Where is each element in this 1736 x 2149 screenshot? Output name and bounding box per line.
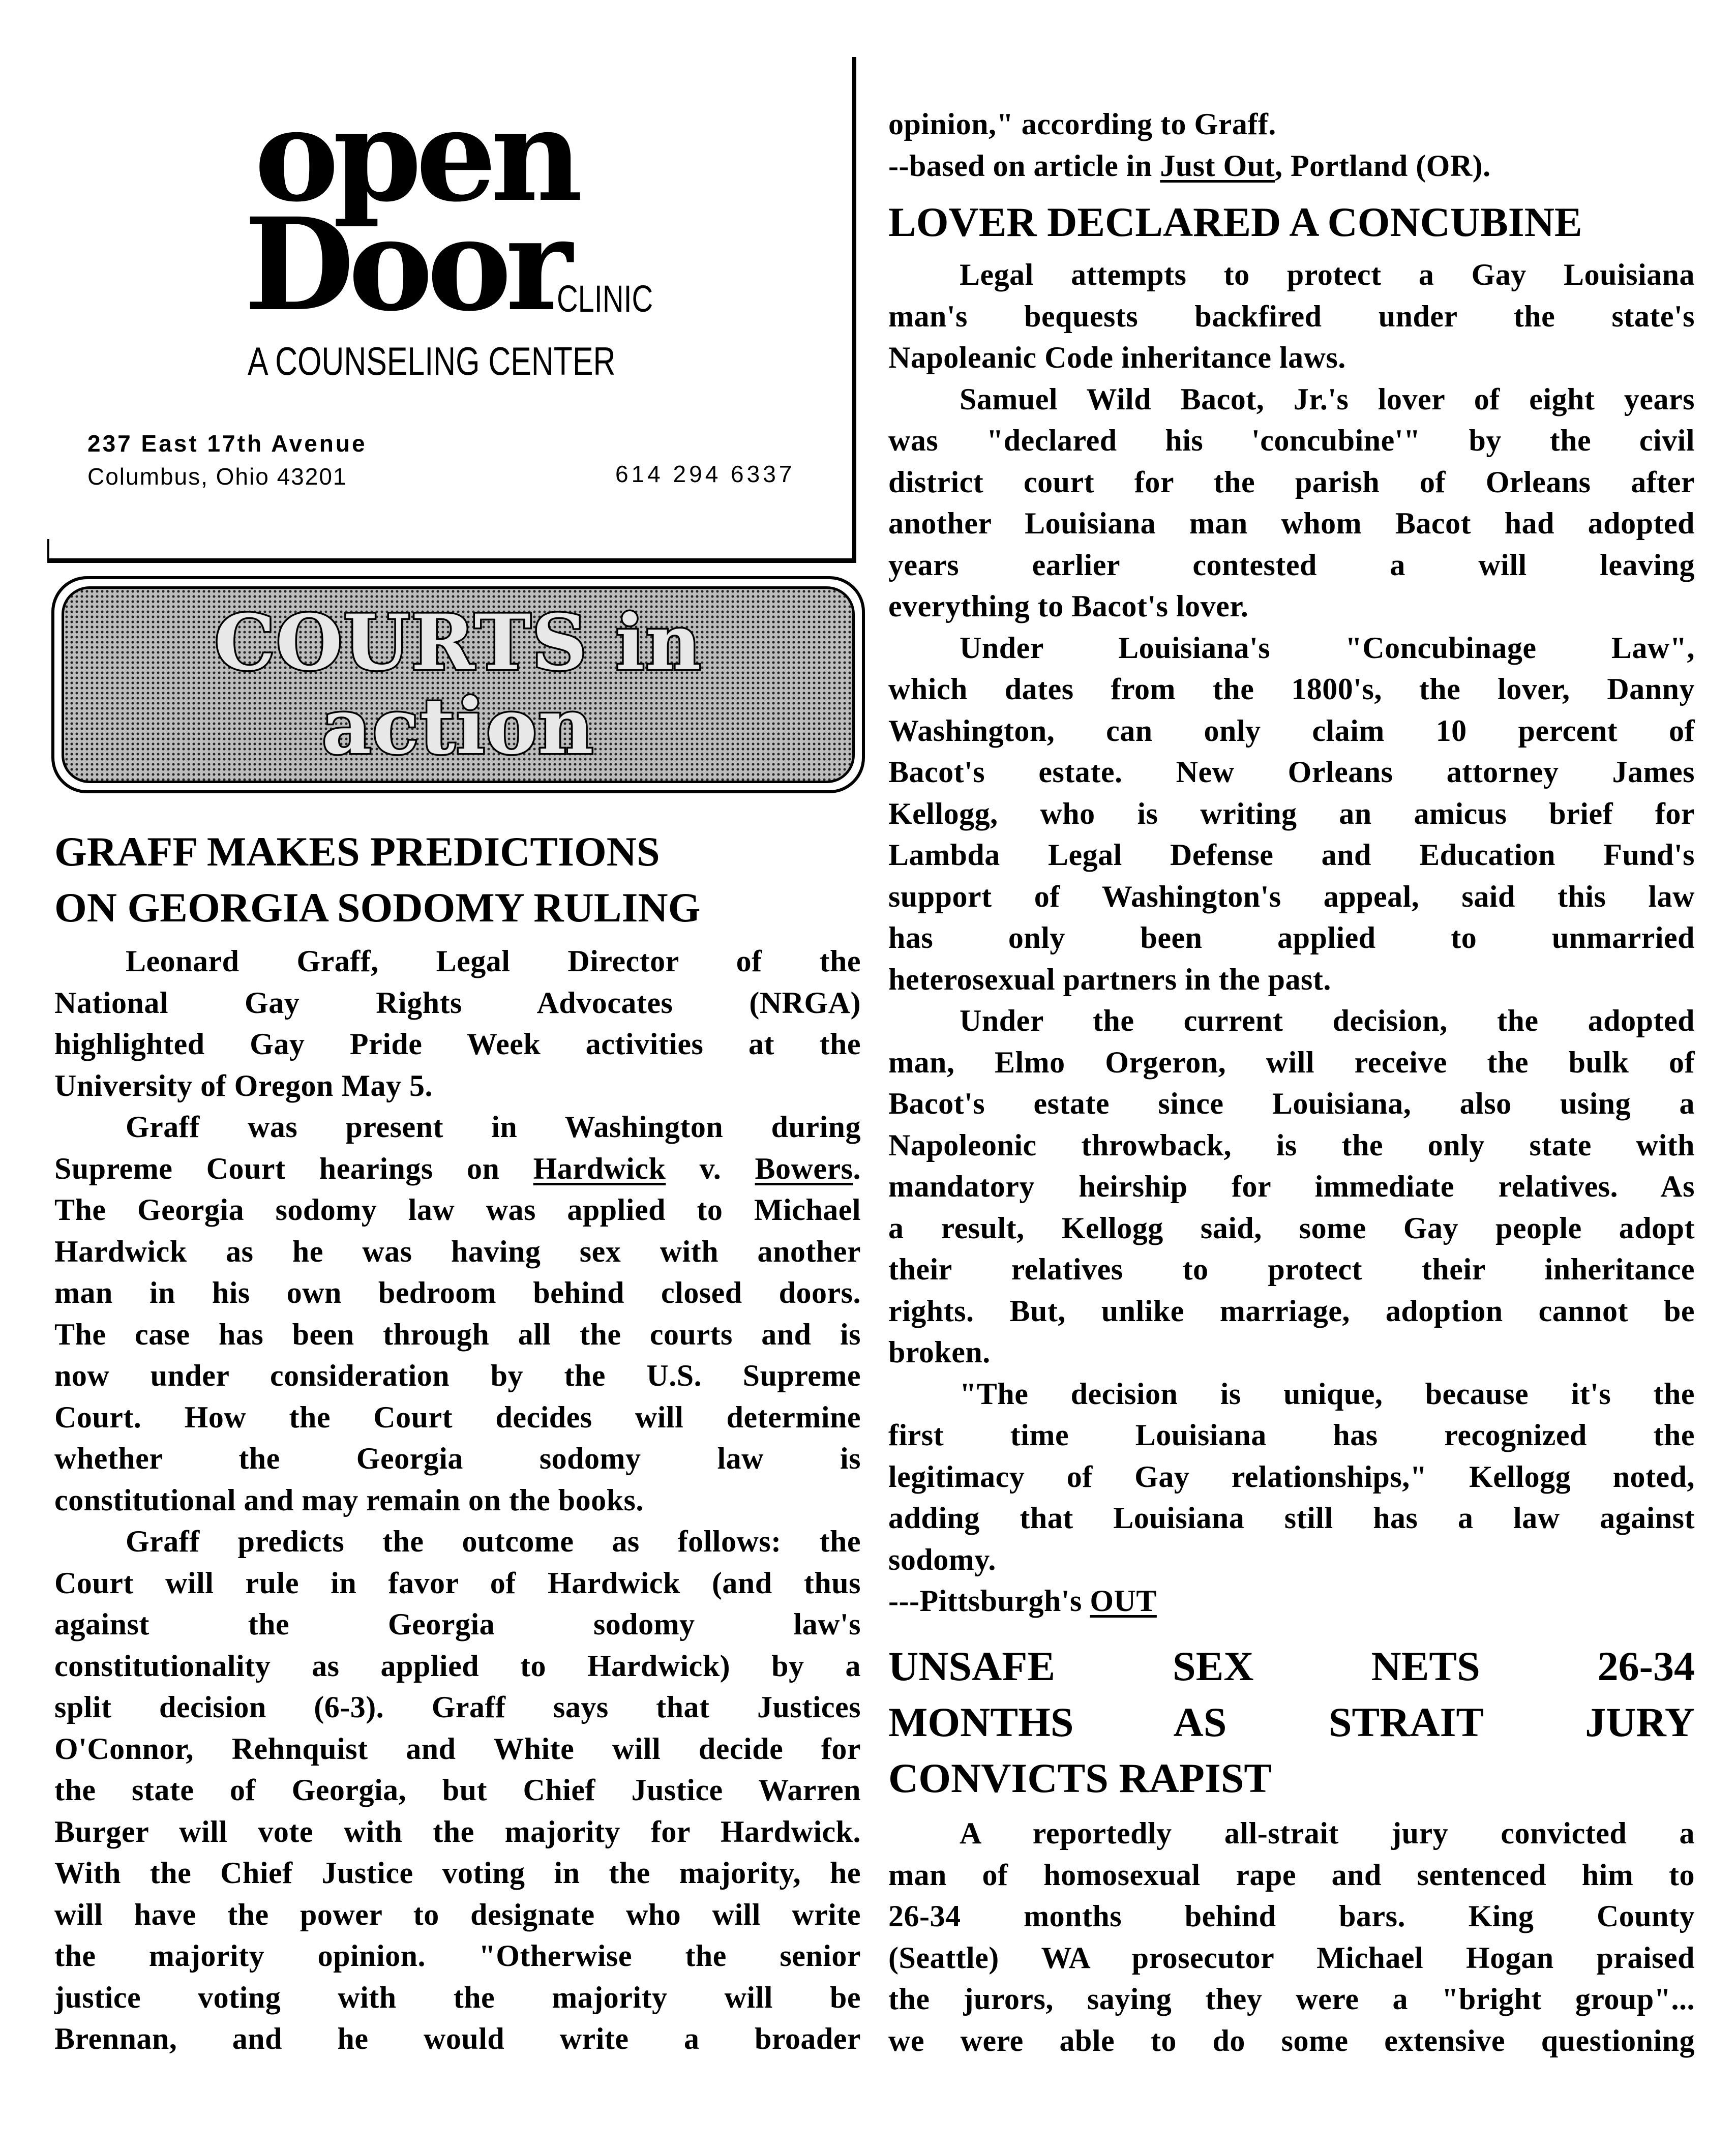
body-text-line: Lambda Legal Defense and Education Fund's (888, 838, 1695, 872)
body-text-line: (Seattle) WA prosecutor Michael Hogan praised (888, 1941, 1695, 1975)
body-text-line: legitimacy of Gay relationships," Kellogg noted, (888, 1459, 1695, 1494)
body-text-line: National Gay Rights Advocates (NRGA) (54, 986, 861, 1020)
body-text-line: man, Elmo Orgeron, will receive the bulk of (888, 1045, 1695, 1079)
body-text-line: now under consideration by the U.S. Supreme (54, 1359, 861, 1392)
body-text-line: Bacot's estate since Louisiana, also using a (888, 1087, 1695, 1120)
body-text-line: years earlier contested a will leaving (888, 548, 1695, 582)
banner-halftone-panel (62, 586, 855, 783)
body-text-line: Samuel Wild Bacot, Jr.'s lover of eight years (960, 382, 1695, 416)
body-text-line: man of homosexual rape and sentenced him to (888, 1858, 1695, 1892)
body-text-line: against the Georgia sodomy law's (54, 1607, 861, 1641)
body-text-line: Bacot's estate. New Orleans attorney James (888, 755, 1695, 789)
body-text-line: Napoleonic throwback, is the only state with (888, 1128, 1695, 1162)
body-text-line: O'Connor, Rehnquist and White will decide for (54, 1732, 861, 1766)
body-text-line: A reportedly all-strait jury convicted a (960, 1816, 1695, 1850)
body-text-line: another Louisiana man whom Bacot had adopted (888, 506, 1695, 540)
body-text-line: support of Washington's appeal, said this law (888, 879, 1695, 913)
body-text-line: Kellogg, who is writing an amicus brief for (888, 796, 1695, 830)
ad-border-bottom (47, 558, 856, 563)
body-text-line: Under Louisiana's "Concubinage Law", (960, 631, 1695, 665)
ad-logo-clinic: CLINIC (557, 278, 653, 320)
ad-phone: 614 294 6337 (615, 461, 795, 487)
body-text-line: heterosexual partners in the past. (888, 962, 1331, 996)
body-text-line: highlighted Gay Pride Week activities at the (54, 1027, 861, 1061)
ad-logo-door: Door (244, 190, 567, 339)
body-text-line: we were able to do some extensive questioning (888, 2023, 1695, 2057)
body-text-line: man in his own bedroom behind closed doors. (54, 1276, 861, 1309)
banner-title-line2: action (322, 681, 594, 771)
body-text-line: Court. How the Court decides will determine (54, 1400, 861, 1434)
body-text-line: Hardwick as he was having sex with another (54, 1234, 861, 1268)
body-text-line: split decision (6-3). Graff says that Justices (54, 1690, 861, 1724)
body-text-line: Under the current decision, the adopted (960, 1004, 1695, 1037)
body-text-line: their relatives to protect their inheritance (888, 1252, 1695, 1286)
body-text-line: constitutionality as applied to Hardwick) by a (54, 1649, 861, 1683)
body-text-line: ---Pittsburgh's OUT (888, 1584, 1157, 1618)
body-text-line: rights. But, unlike marriage, adoption cannot be (888, 1294, 1695, 1328)
body-text-line: district court for the parish of Orleans after (888, 465, 1695, 499)
body-text-line: the majority opinion. "Otherwise the senior (54, 1939, 861, 1973)
body-text-line: opinion," according to Graff. (888, 107, 1276, 141)
courts-in-action-banner (51, 576, 865, 793)
body-text-line: everything to Bacot's lover. (888, 589, 1249, 623)
body-text-line: broken. (888, 1335, 991, 1369)
ad-address-line1: 237 East 17th Avenue (87, 430, 367, 457)
body-text-line: The case has been through all the courts and is (54, 1317, 861, 1351)
banner-title-line1: COURTS in (214, 598, 702, 688)
article3-body (888, 1813, 1695, 2062)
headline-line: MONTHS AS STRAIT JURY (888, 1699, 1695, 1745)
body-text-line: a result, Kellogg said, some Gay people adopt (888, 1211, 1695, 1245)
article2-body (888, 254, 1695, 1622)
body-text-line: Napoleanic Code inheritance laws. (888, 341, 1346, 374)
headline-line: UNSAFE SEX NETS 26-34 (888, 1643, 1695, 1689)
body-text-line: will have the power to designate who will write (54, 1897, 861, 1931)
ad-logo-open: open (254, 80, 577, 230)
headline-line: ON GEORGIA SODOMY RULING (54, 884, 701, 931)
ad-address-line2: Columbus, Ohio 43201 (87, 463, 347, 490)
ad-border-right (852, 57, 856, 562)
body-text-line: man's bequests backfired under the state's (888, 299, 1695, 333)
open-door-clinic-ad (0, 0, 864, 564)
body-text-line: Court will rule in favor of Hardwick (and thus (54, 1566, 861, 1600)
ad-border-left-tick (47, 539, 49, 562)
body-text-line: Brennan, and he would write a broader (54, 2022, 861, 2055)
body-text-line: which dates from the 1800's, the lover, Danny (888, 672, 1695, 706)
body-text-line: Graff predicts the outcome as follows: the (126, 1525, 861, 1558)
body-text-line: the state of Georgia, but Chief Justice Warren (54, 1773, 861, 1807)
body-text-line: has only been applied to unmarried (888, 921, 1695, 954)
body-text-line: Leonard Graff, Legal Director of the (126, 944, 861, 978)
body-text-line: Supreme Court hearings on Hardwick v. Bowers. (54, 1151, 861, 1185)
body-text-line: the jurors, saying they were a "bright group"... (888, 1982, 1695, 2016)
body-text-line: --based on article in Just Out, Portland (OR). (888, 148, 1491, 183)
body-text-line: was "declared his 'concubine'" by the civil (888, 424, 1695, 457)
body-text-line: University of Oregon May 5. (54, 1068, 433, 1102)
article1-headline (54, 824, 861, 936)
article1-body (54, 941, 861, 2060)
body-text-line: "The decision is unique, because it's the (960, 1377, 1695, 1411)
article3-headline (888, 1638, 1695, 1806)
headline-line: GRAFF MAKES PREDICTIONS (54, 828, 660, 875)
body-text-line: first time Louisiana has recognized the (888, 1418, 1695, 1452)
body-text-line: Legal attempts to protect a Gay Louisiana (960, 258, 1695, 291)
body-text-line: adding that Louisiana still has a law against (888, 1501, 1695, 1535)
body-text-line: The Georgia sodomy law was applied to Michael (54, 1193, 861, 1227)
body-text-line: mandatory heirship for immediate relatives. As (888, 1170, 1695, 1203)
body-text-line: Graff was present in Washington during (126, 1110, 861, 1144)
headline-line: LOVER DECLARED A CONCUBINE (888, 199, 1582, 245)
body-text-line: constitutional and may remain on the books. (54, 1483, 644, 1517)
ad-tagline: A COUNSELING CENTER (248, 339, 616, 383)
body-text-line: justice voting with the majority will be (54, 1980, 861, 2014)
article2-headline (888, 194, 1695, 250)
body-text-line: 26-34 months behind bars. King County (888, 1899, 1695, 1933)
headline-line: CONVICTS RAPIST (888, 1755, 1272, 1801)
body-text-line: With the Chief Justice voting in the majority, he (54, 1856, 861, 1890)
article1-continuation (888, 104, 1695, 187)
body-text-line: sodomy. (888, 1542, 996, 1576)
body-text-line: Burger will vote with the majority for Hardwick. (54, 1814, 861, 1848)
body-text-line: Washington, can only claim 10 percent of (888, 713, 1695, 748)
body-text-line: whether the Georgia sodomy law is (54, 1442, 861, 1475)
